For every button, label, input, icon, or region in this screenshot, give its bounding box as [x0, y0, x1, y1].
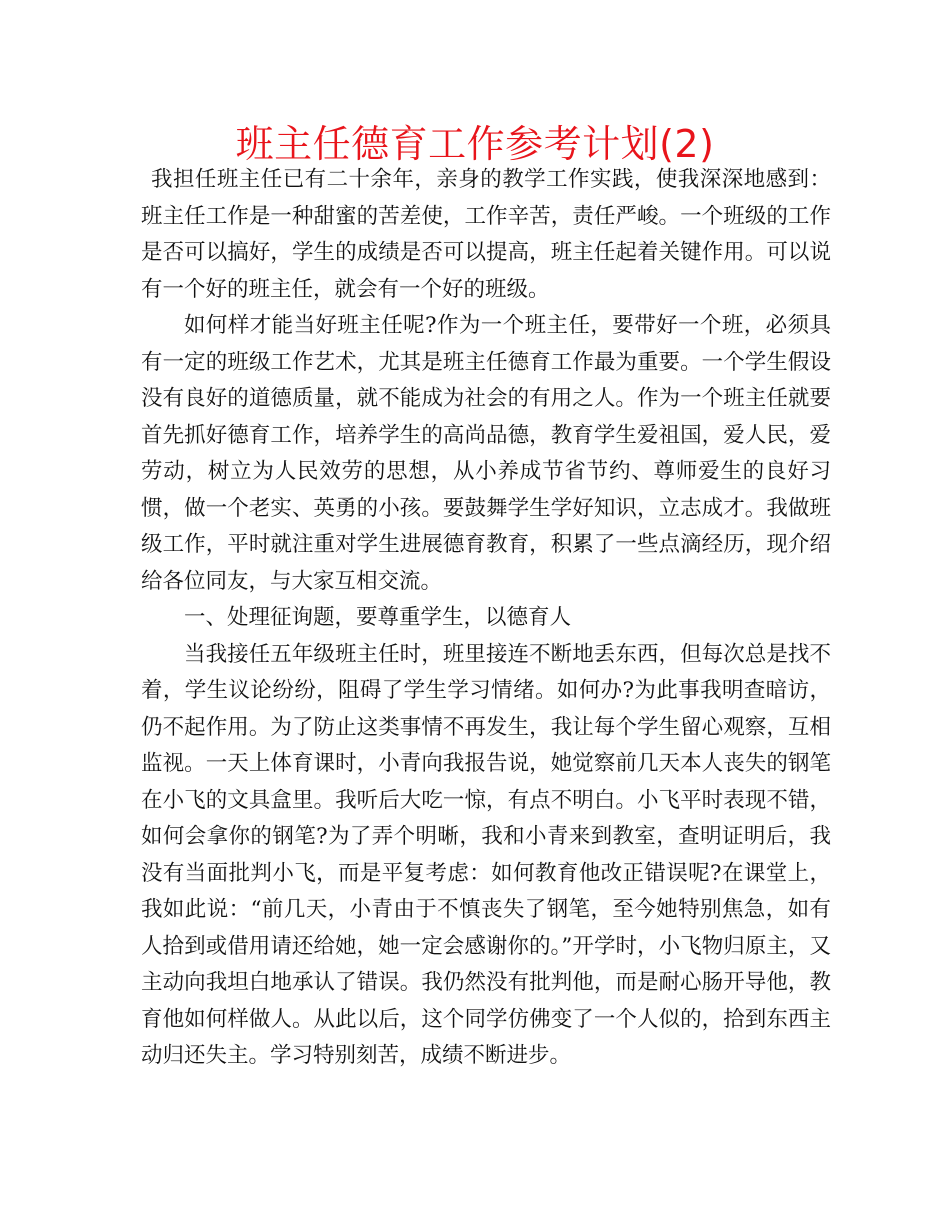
document-title: 班主任德育工作参考计划(2) [235, 122, 715, 166]
paragraph-case-story: 当我接任五年级班主任时，班里接连不断地丢东西，但每次总是找不着，学生议论纷纷，阻碍了学生学习情绪。如何办?为此事我明查暗访，仍不起作用。为了防止这类事情不再发生，我让每个学生留心观察，互相监视。一天上体育课时，小青向我报告说，她觉察前几天本人丧失的钢笔在小飞的文具盒里。我听后大吃一惊，有点不明白。小飞平时表现不错，如何会拿你的钢笔?为了弄个明晰，我和小青来到教室，查明证明后，我没有当面批判小飞，而是平复考虑：如何教育他改正错误呢?在课堂上，我如此说：“前几天，小青由于不慎丧失了钢笔，至今她特别焦急，如有人拾到或借用请还给她，她一定会感谢你的。”开学时，小飞物归原主，又主动向我坦白地承认了错误。我仍然没有批判他，而是耐心肠开导他，教育他如何样做人。从此以后，这个同学仿佛变了一个人似的，拾到东西主动归还失主。学习特别刻苦，成绩不断进步。 [141, 641, 831, 1068]
paragraph-intro: 我担任班主任已有二十余年，亲身的教学工作实践，使我深深地感到：班主任工作是一种甜蜜的苦差使，工作辛苦，责任严峻。一个班级的工作是否可以搞好，学生的成绩是否可以提高，班主任起着关键作用。可以说有一个好的班主任，就会有一个好的班级。 [141, 167, 831, 302]
document-body [141, 162, 831, 1075]
section-heading-1: 一、处理征询题，要尊重学生，以德育人 [184, 605, 572, 630]
paragraph-how-to-be-good-teacher: 如何样才能当好班主任呢?作为一个班主任，要带好一个班，必须具有一定的班级工作艺术，尤其是班主任德育工作最为重要。一个学生假设没有良好的道德质量，就不能成为社会的有用之人。作为一个班主任就要首先抓好德育工作，培养学生的高尚品德，教育学生爱祖国，爱人民，爱劳动，树立为人民效劳的思想，从小养成节省节约、尊师爱生的良好习惯，做一个老实、英勇的小孩。要鼓舞学生学好知识，立志成才。我做班级工作，平时就注重对学生进展德育教育，积累了一些点滴经历，现介绍给各位同友，与大家互相交流。 [141, 313, 831, 594]
